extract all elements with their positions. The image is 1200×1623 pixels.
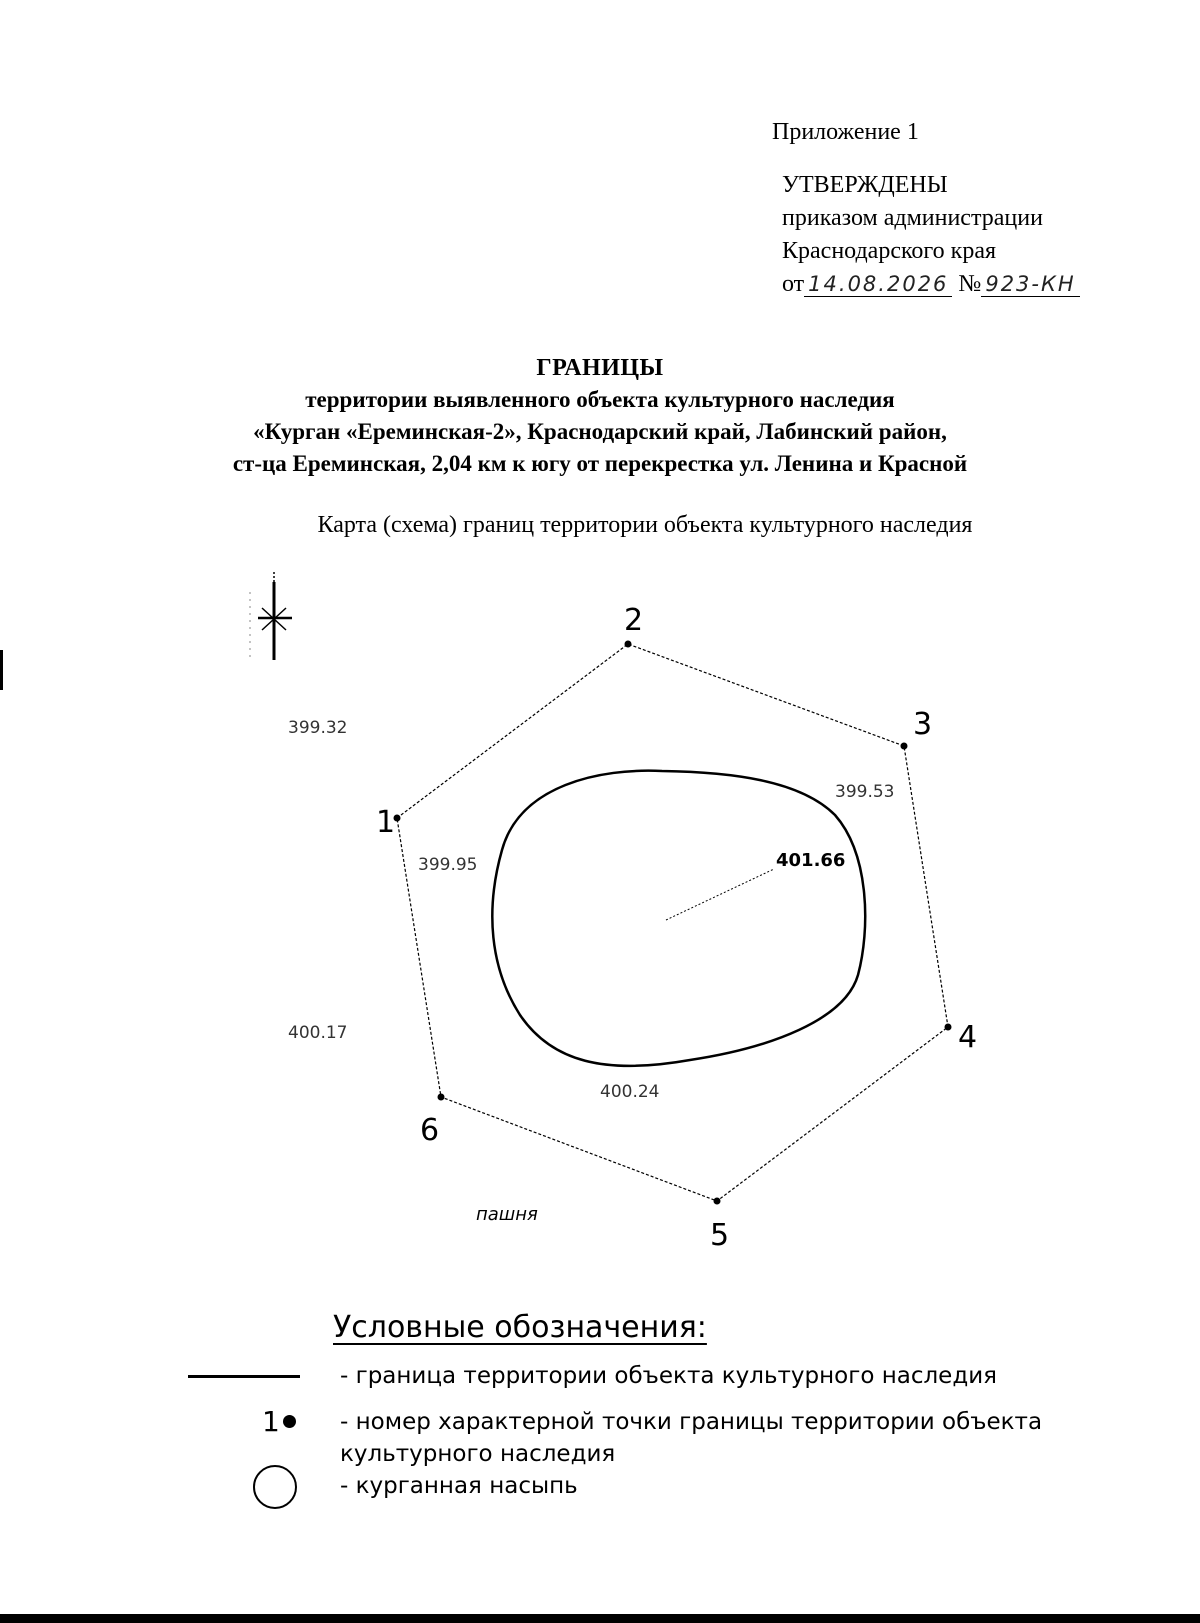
legend-title: Условные обозначения:: [333, 1310, 707, 1345]
legend-mound-icon: [253, 1465, 297, 1509]
approval-date: 14.08.2026: [804, 272, 952, 297]
elevation-mark: 400.24: [600, 1082, 660, 1102]
legend-boundary-symbol: [188, 1375, 300, 1378]
title-line-3: ст-ца Ереминская, 2,04 км к югу от перекрестка ул. Ленина и Красной: [232, 451, 968, 476]
scan-bottom-edge: [0, 1614, 1200, 1623]
point-marker-2: [625, 641, 632, 648]
legend-boundary-text: - граница территории объекта культурного наследия: [340, 1363, 998, 1389]
mound-outline: [492, 771, 865, 1066]
point-label-2: 2: [624, 603, 644, 638]
annex-label: Приложение 1: [772, 119, 919, 145]
legend-point-symbol: [262, 1405, 296, 1438]
point-label-1: 1: [376, 805, 396, 840]
elevation-mark: 399.32: [288, 718, 348, 738]
title-line-1: территории выявленного объекта культурного наследия: [305, 387, 895, 412]
number-sign: №: [958, 271, 982, 297]
document-title: [0, 352, 1200, 480]
point-label-3: 3: [913, 707, 933, 742]
approval-date-line: [782, 268, 1080, 301]
legend-point-number: 1: [262, 1405, 280, 1438]
point-marker-4: [945, 1024, 952, 1031]
approved-line-1: приказом администрации: [782, 205, 1043, 231]
elevation-mark-summit: 401.66: [776, 850, 846, 871]
date-prefix: от: [782, 271, 805, 297]
elevation-mark: 400.17: [288, 1023, 348, 1043]
point-label-4: 4: [958, 1020, 978, 1055]
land-use-label: пашня: [476, 1204, 538, 1225]
approval-number: 923-КН: [981, 272, 1079, 297]
point-dot-icon: [283, 1415, 296, 1428]
map-caption: Карта (схема) границ территории объекта культурного наследия: [317, 512, 973, 538]
approval-block: [772, 116, 1080, 301]
north-arrow-icon: [250, 572, 292, 660]
legend-point-text-1: - номер характерной точки границы территории объекта: [340, 1409, 1043, 1435]
point-marker-6: [438, 1094, 445, 1101]
approved-label: УТВЕРЖДЕНЫ: [782, 172, 948, 198]
legend-point-text-2: культурного наследия: [340, 1441, 616, 1467]
point-marker-3: [901, 743, 908, 750]
point-label-5: 5: [710, 1218, 730, 1253]
elevation-mark: 399.95: [418, 855, 478, 875]
title-heading: ГРАНИЦЫ: [536, 355, 664, 381]
boundary-map: [0, 560, 1200, 1260]
elevation-mark: 399.53: [835, 782, 895, 802]
title-line-2: «Курган «Ереминская-2», Краснодарский край, Лабинский район,: [253, 419, 947, 444]
legend-mound-text: - курганная насыпь: [340, 1473, 578, 1499]
point-marker-5: [714, 1198, 721, 1205]
point-label-6: 6: [420, 1113, 440, 1148]
mound-radius-line: [666, 869, 774, 920]
approved-line-2: Краснодарского края: [782, 238, 997, 264]
boundary-points: [394, 641, 952, 1205]
